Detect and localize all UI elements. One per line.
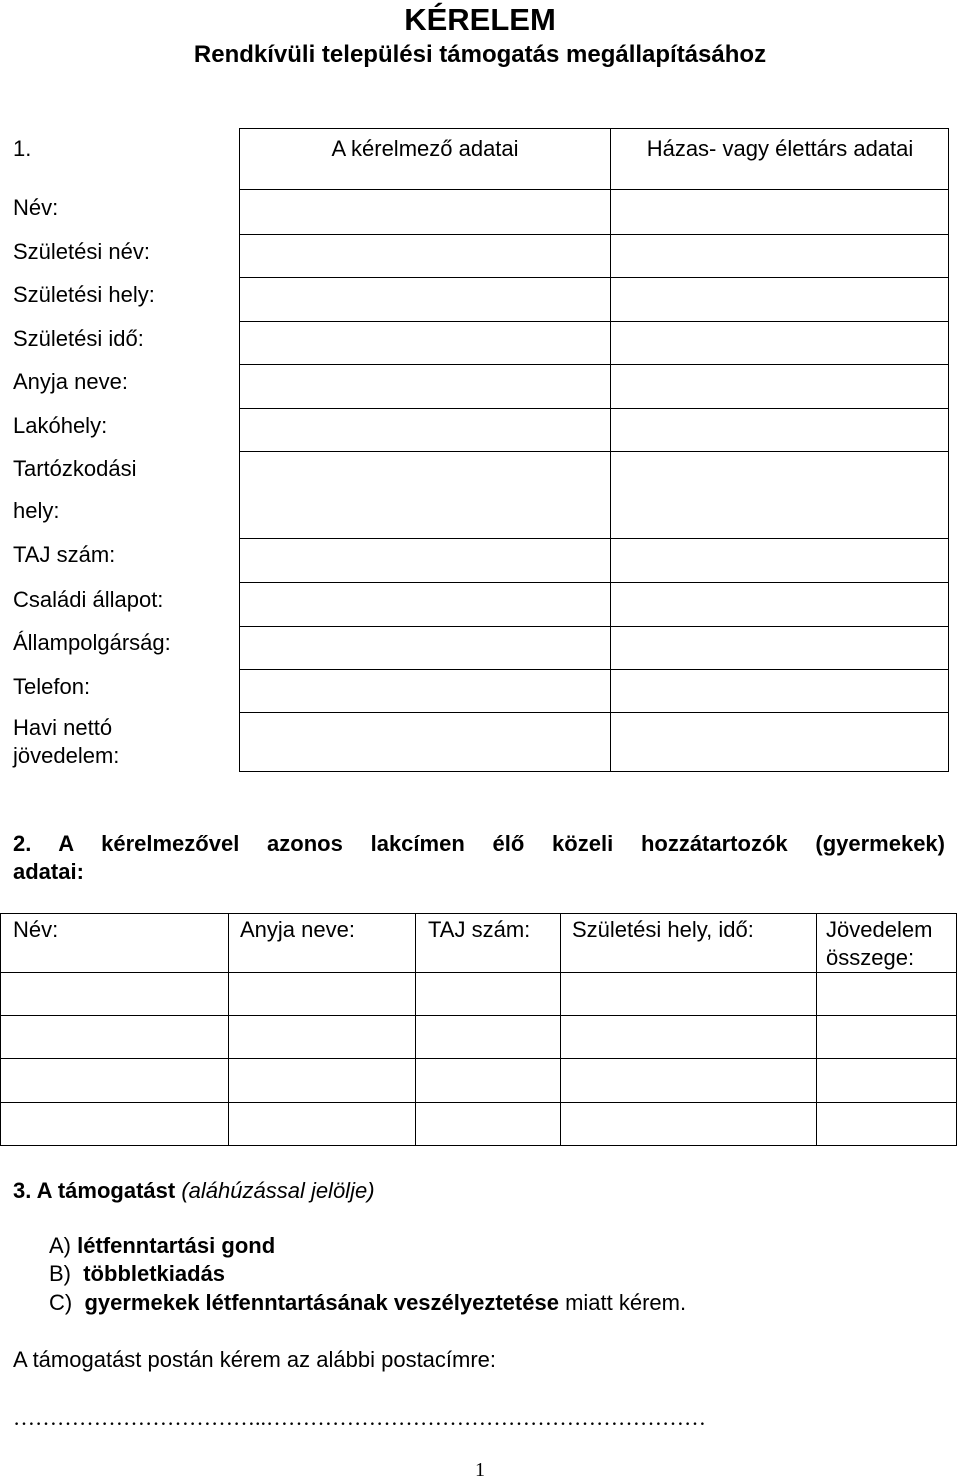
row-label-name: Név: — [13, 195, 59, 220]
relatives-col-mother-name: Anyja neve: — [240, 917, 355, 942]
row-label-mother-name: Anyja neve: — [13, 369, 128, 394]
option-b[interactable] — [49, 1260, 225, 1288]
option-a[interactable] — [49, 1232, 275, 1260]
row-label-taj: TAJ szám: — [13, 542, 116, 567]
section2-heading-line2: adatai: — [13, 859, 84, 884]
row-label-citizenship: Állampolgárság: — [13, 630, 171, 655]
option-text: gyermekek létfenntartásának veszélyeztetése — [84, 1290, 559, 1315]
row-label-marital-status: Családi állapot: — [13, 587, 164, 612]
option-letter: B) — [49, 1261, 71, 1286]
section1-number: 1. — [13, 136, 32, 161]
section2-heading — [13, 830, 945, 886]
row-label-residence: Lakóhely: — [13, 413, 108, 438]
option-letter: C) — [49, 1290, 73, 1315]
row-label-stay-place-2: hely: — [13, 498, 60, 523]
form-title: KÉRELEM — [404, 2, 556, 37]
relatives-col-name: Név: — [13, 917, 59, 942]
section2-heading-line1: 2. A kérelmezővel azonos lakcímen élő közeli hozzátartozók (gyermekek) — [13, 831, 945, 856]
section3-heading — [13, 1177, 375, 1205]
section3-heading-italic: (aláhúzással jelölje) — [181, 1178, 375, 1203]
relatives-col-income-1: Jövedelem — [826, 917, 933, 942]
relatives-col-taj: TAJ szám: — [428, 917, 531, 942]
row-label-birth-place: Születési hely: — [13, 282, 155, 307]
option-letter: A) — [49, 1233, 71, 1258]
section3-heading-bold: 3. A támogatást — [13, 1178, 176, 1203]
relatives-col-birth: Születési hely, idő: — [572, 917, 754, 942]
postal-address-label: A támogatást postán kérem az alábbi postacímre: — [13, 1347, 497, 1372]
spouse-column-header: Házas- vagy élettárs adatai — [646, 136, 914, 161]
option-text: létfenntartási gond — [77, 1233, 276, 1258]
row-label-birth-name: Születési név: — [13, 239, 150, 264]
relatives-col-income-2: összege: — [826, 945, 915, 970]
option-c[interactable] — [49, 1289, 686, 1317]
row-label-income-2: jövedelem: — [13, 743, 120, 768]
row-label-phone: Telefon: — [13, 674, 91, 699]
page-number: 1 — [475, 1459, 485, 1481]
option-text: többletkiadás — [83, 1261, 226, 1286]
postal-address-field[interactable]: ……………………………..…………………………………………………… — [13, 1405, 706, 1430]
form-subtitle: Rendkívüli települési támogatás megállapításához — [193, 41, 767, 68]
row-label-stay-place-1: Tartózkodási — [13, 456, 137, 481]
applicant-column-header: A kérelmező adatai — [331, 136, 519, 161]
row-label-income-1: Havi nettó — [13, 715, 113, 740]
option-suffix: miatt kérem. — [558, 1290, 687, 1315]
row-label-birth-date: Születési idő: — [13, 326, 144, 351]
